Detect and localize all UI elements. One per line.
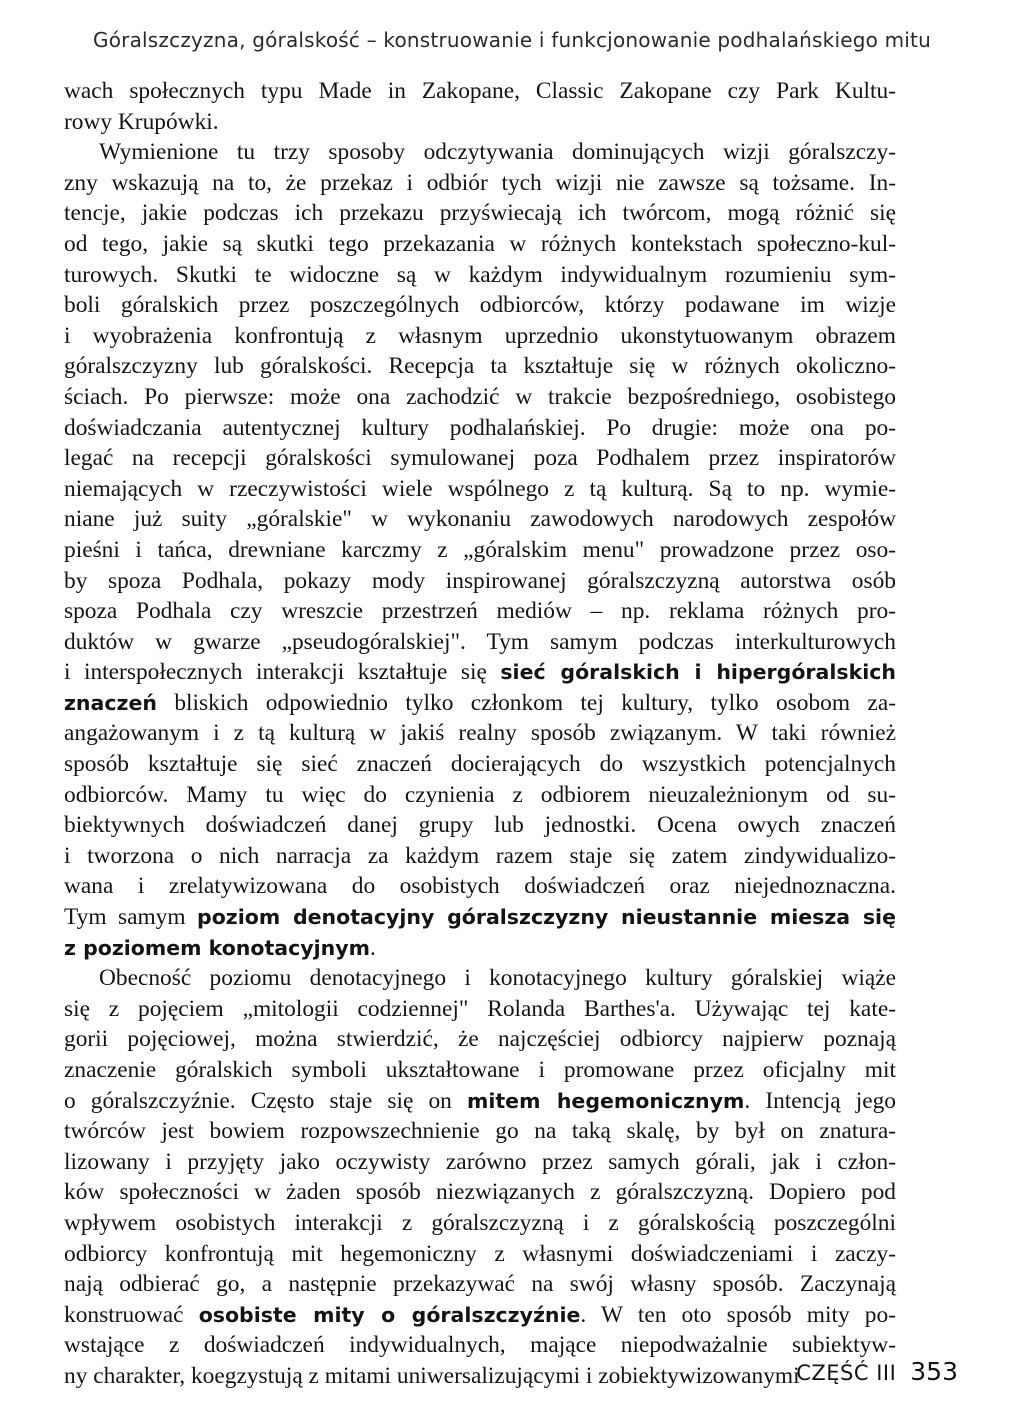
text-run: się z pojęciem „mitologii codziennej" Rolanda Barthes'a. Używając tej kate- <box>64 995 896 1022</box>
text-run: i tworzona o nich narracja za każdym razem staje się zatem zindywidualizo- <box>64 842 896 869</box>
text-line <box>64 321 896 352</box>
text-run: niemających w rzeczywistości wiele wspólnego z tą kulturą. Są to np. wymie- <box>64 475 896 502</box>
text-run: rowy Krupówki. <box>64 108 219 135</box>
text-run: turowych. Skutki te widoczne są w każdym indywidualnym rozumieniu sym- <box>64 261 896 288</box>
emphasis-text: sieć góralskich i hipergóralskich <box>500 660 896 685</box>
text-run: wach społecznych typu Made in Zakopane, Classic Zakopane czy Park Kultu- <box>64 78 896 104</box>
text-line <box>64 1177 896 1208</box>
text-line <box>64 413 896 444</box>
text-line <box>64 566 896 597</box>
text-run: angażowanym i z tą kulturą w jakiś realny sposób związanym. W taki również <box>64 720 896 747</box>
text-run: wana i zrelatywizowana do osobistych doświadczeń oraz niejednoznaczna. <box>64 873 896 900</box>
emphasis-text: znaczeń <box>64 690 157 715</box>
text-run: zny wskazują na to, że przekaz i odbiór tych wizji nie zawsze są tożsame. In- <box>64 169 896 196</box>
text-line <box>64 168 896 199</box>
text-line <box>64 596 896 627</box>
text-line <box>64 627 896 658</box>
text-line <box>64 963 896 994</box>
text-run: i interspołecznych interakcji kształtuje się <box>64 659 501 686</box>
text-run: lizowany i przyjęty jako oczywisty zarówno przez samych górali, jak i człon- <box>64 1148 896 1175</box>
text-run: ków społeczności w żaden sposób niezwiązanych z góralszczyzną. Dopiero pod <box>64 1179 896 1206</box>
text-line <box>64 902 896 933</box>
text-line <box>64 780 896 811</box>
text-line <box>64 229 896 260</box>
text-run: konstruować <box>64 1301 199 1328</box>
text-line <box>64 1300 896 1331</box>
text-line <box>64 718 896 749</box>
text-line <box>64 474 896 505</box>
text-line <box>64 1147 896 1178</box>
text-run: twórców jest bowiem rozpowszechnienie go na taką skalę, by był on znatura- <box>64 1118 896 1145</box>
text-line <box>64 76 896 107</box>
text-line <box>64 1116 896 1147</box>
text-run: gorii pojęciowej, można stwierdzić, że najczęściej odbiorcy najpierw poznają <box>64 1026 896 1053</box>
text-line <box>64 1361 896 1392</box>
text-line <box>64 535 896 566</box>
text-line <box>64 198 896 229</box>
text-run: spoza Podhala czy wreszcie przestrzeń mediów – np. reklama różnych pro- <box>64 598 896 625</box>
text-line <box>64 290 896 321</box>
text-run: sposób kształtuje się sieć znaczeń docierających do wszystkich potencjalnych <box>64 751 896 778</box>
text-line <box>64 933 896 964</box>
running-head: Góralszczyzna, góralskość – konstruowanie i funkcjonowanie podhalańskiego mitu <box>93 28 931 52</box>
emphasis-text: poziom denotacyjny góralszczyzny nieustannie miesza się <box>197 905 896 930</box>
text-line <box>64 657 896 688</box>
part-label: CZĘŚĆ III <box>796 1361 897 1385</box>
text-line <box>64 504 896 535</box>
text-run: nają odbierać go, a następnie przekazywać na swój własny sposób. Zaczynają <box>64 1271 896 1298</box>
text-line <box>64 1024 896 1055</box>
text-line <box>64 688 896 719</box>
text-line <box>64 810 896 841</box>
text-run: . <box>369 934 376 961</box>
text-run: o góralszczyźnie. Często staje się on <box>64 1087 467 1114</box>
text-run: odbiorców. Mamy tu więc do czynienia z odbiorem nieuzależnionym od su- <box>64 781 896 808</box>
text-run: bliskich odpowiednio tylko członkom tej kultury, tylko osobom za- <box>156 689 896 716</box>
text-run: ściach. Po pierwsze: może ona zachodzić w trakcie bezpośredniego, osobistego <box>64 383 896 410</box>
text-run: i wyobrażenia konfrontują z własnym uprzednio ukonstytuowanym obrazem <box>64 322 896 349</box>
text-line <box>64 1269 896 1300</box>
text-run: ny charakter, koegzystują z mitami uniwersalizującymi i zobiektywizowanymi <box>64 1362 800 1389</box>
page-number: 353 <box>910 1357 958 1386</box>
text-line <box>64 443 896 474</box>
text-line <box>64 1086 896 1117</box>
text-line <box>64 871 896 902</box>
text-line <box>64 260 896 291</box>
text-run: . Intencją jego <box>744 1087 897 1114</box>
text-line <box>64 841 896 872</box>
text-run: boli góralskich przez poszczególnych odbiorców, którzy podawane im wizje <box>64 292 896 319</box>
page-footer <box>796 1357 958 1386</box>
text-run: pieśni i tańca, drewniane karczmy z „góralskim menu" prowadzone przez oso- <box>64 536 896 563</box>
emphasis-text: z poziomem konotacyjnym <box>64 935 370 960</box>
text-line <box>64 382 896 413</box>
text-run: od tego, jakie są skutki tego przekazania w różnych kontekstach społeczno-kul- <box>64 230 896 257</box>
text-run: . W ten oto sposób mity po- <box>580 1301 896 1328</box>
text-run: Obecność poziomu denotacyjnego i konotacyjnego kultury góralskiej wiąże <box>99 965 896 992</box>
text-run: tencje, jakie podczas ich przekazu przyświecają ich twórcom, mogą różnić się <box>64 200 896 227</box>
text-line <box>64 1208 896 1239</box>
text-run: odbiorcy konfrontują mit hegemoniczny z własnymi doświadczeniami i zaczy- <box>64 1240 896 1267</box>
text-run: wstające z doświadczeń indywidualnych, mające niepodważalnie subiektyw- <box>64 1332 896 1359</box>
text-run: duktów w gwarze „pseudogóralskiej". Tym samym podczas interkulturowych <box>64 628 896 655</box>
text-line <box>64 107 896 138</box>
text-run: góralszczyzny lub góralskości. Recepcja ta kształtuje się w różnych okoliczno- <box>64 353 896 380</box>
text-run: Tym samym <box>64 904 198 931</box>
text-run: by spoza Podhala, pokazy mody inspirowanej góralszczyzną autorstwa osób <box>64 567 896 594</box>
emphasis-text: mitem hegemonicznym <box>466 1088 745 1113</box>
text-line <box>64 137 896 168</box>
text-run: niane już suity „góralskie" w wykonaniu zawodowych narodowych zespołów <box>64 506 896 533</box>
emphasis-text: osobiste mity o góralszczyźnie <box>198 1302 581 1327</box>
text-run: Wymienione tu trzy sposoby odczytywania dominujących wizji góralszczy- <box>99 139 896 166</box>
text-run: znaczenie góralskich symboli ukształtowane i promowane przez oficjalny mit <box>64 1057 896 1083</box>
text-run: legać na recepcji góralskości symulowanej poza Podhalem przez inspiratorów <box>64 445 896 472</box>
text-run: biektywnych doświadczeń danej grupy lub jednostki. Ocena owych znaczeń <box>64 812 896 839</box>
text-line <box>64 1239 896 1270</box>
text-line <box>64 1330 896 1361</box>
text-run: wpływem osobistych interakcji z góralszczyzną i z góralskością poszczególni <box>64 1209 896 1236</box>
text-line <box>64 351 896 382</box>
body-text <box>64 76 896 1392</box>
text-run: doświadczania autentycznej kultury podhalańskiej. Po drugie: może ona po- <box>64 414 896 441</box>
text-line <box>64 749 896 780</box>
text-line <box>64 1055 896 1086</box>
text-line <box>64 994 896 1025</box>
